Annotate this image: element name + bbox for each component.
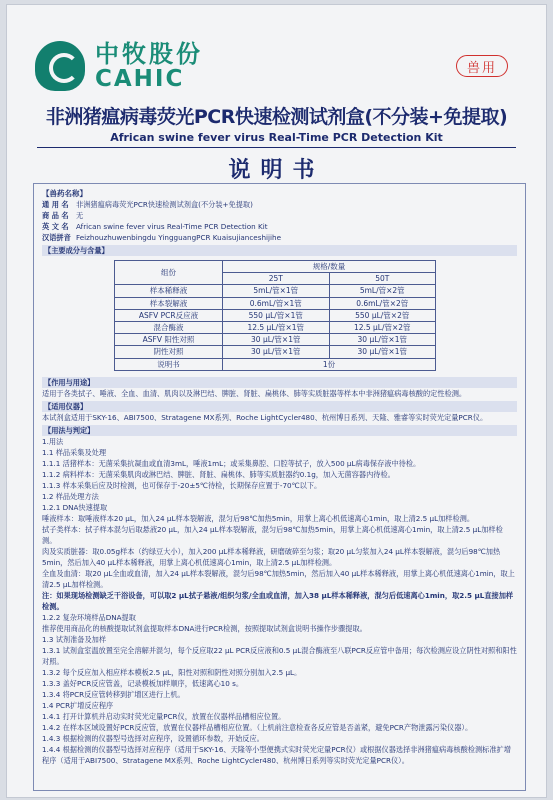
composition-table	[114, 260, 436, 371]
method-step: 1.用法	[42, 436, 64, 446]
instruments-text: 本试剂盒适用于SKY-16、ABI7500、Stratagene MX系列、Roche LightCycler480、杭州博日系列、天隆、雅睿等实时荧光定量PCR仪。	[42, 412, 488, 422]
document-subtitle: 说明书	[228, 158, 325, 183]
method-step: 1.4.4 根据检测的仪器型号选择对应程序（适用于SKY-16、天隆等小型便携式实时荧光定量PCR仪）或根据仪器选择非洲猪瘟病毒核酸检测标准扩增程序（适用于ABI7500、Stratagene MX系列、Roche LightCycler480、杭州博日系列等实时荧光定量PCR仪）。	[42, 744, 511, 765]
method-step: 推荐使用商品化的核酸提取试剂盒提取样本DNA进行PCR检测，按照提取试剂盒说明书操作步骤提取。	[42, 623, 367, 633]
method-step: 拭子类样本：拭子样本混匀后取悬液20 μL，加入24 μL样本裂解液，混匀后98℃加热5min，用掌上离心机低速离心1min，取上清2.5 μL加样检测。	[42, 524, 503, 545]
instruction-sheet	[6, 4, 547, 798]
table-header-spec: 规格/数量	[223, 261, 436, 273]
generic-name-row: 通 用 名 非洲猪瘟病毒荧光PCR快速检测试剂盒(不分装+免提取)	[42, 200, 253, 209]
logo-chinese-name: 中牧股份	[95, 39, 203, 69]
method-step: 1.3.4 将PCR反应管转移到扩增区进行上机。	[42, 689, 185, 699]
method-step: 1.4.3 根据检测的仪器型号选择对应程序，设置循环参数，开始反应。	[42, 733, 264, 743]
title-divider	[37, 147, 516, 148]
table-row: 说明书 1份	[115, 358, 436, 370]
company-logo	[35, 41, 203, 91]
trade-name-row: 商 品 名 无	[42, 211, 84, 220]
table-row: 样本裂解液 0.6mL/管×1管 0.6mL/管×2管	[115, 297, 436, 309]
method-step: 1.1 样品采集及处理	[42, 447, 107, 457]
method-step: 肉及实质脏器：取0.05g样本（约绿豆大小），加入200 μL样本稀释液，研磨破碎至匀浆；取20 μL匀浆加入24 μL样本裂解液，混匀后98℃加热5min，然后加入40 μL样本稀释液，用掌上离心机低速离心1min，取上清2.5 μL加样检测。	[42, 546, 501, 567]
section-drug-name: 【兽药名称】	[42, 189, 87, 198]
english-name-row: 英 文 名 African swine fever virus Real-Time PCR Detection Kit	[42, 222, 268, 231]
method-note: 注：如果现场检测缺乏干浴设备，可以取2 μL拭子悬液/组织匀浆/全血或血清，加入38 μL样本稀释液，混匀后低速离心1min，取2.5 μL直接加样检测。	[42, 590, 514, 611]
section-usage: 【作用与用途】	[42, 377, 517, 388]
section-instruments: 【适用仪器】	[42, 401, 517, 412]
method-step: 1.4.1 打开计算机并启动实时荧光定量PCR仪，放置在仪器样品槽相应位置。	[42, 711, 286, 721]
method-step: 1.3.3 盖好PCR反应管盖，记录模板加样顺序，低速离心10 s。	[42, 678, 244, 688]
logo-english-name: CAHIC	[95, 65, 185, 92]
table-header-component: 组份	[115, 261, 223, 285]
method-step: 1.2.2 复杂环境样品DNA提取	[42, 612, 136, 622]
content-frame	[33, 183, 526, 791]
table-header-25t: 25T	[223, 273, 330, 285]
table-row: 阴性对照 30 μL/管×1管 30 μL/管×1管	[115, 346, 436, 358]
table-row: 混合酶液 12.5 μL/管×1管 12.5 μL/管×2管	[115, 321, 436, 333]
section-method: 【用法与判定】	[42, 425, 517, 436]
method-step: 1.4.2 在样本区域设置好PCR反应管，放置在仪器样品槽相应位置。（上机前注意检查各反应管是否盖紧，避免PCR产物泄露污染仪器）。	[42, 722, 473, 732]
veterinary-use-badge: 兽用	[456, 55, 508, 77]
method-step: 1.2.1 DNA快速提取	[42, 502, 108, 512]
method-step: 1.3.1 试剂盒室温放置至完全溶解并混匀，每个反应取22 μL PCR反应液和0.5 μL混合酶液至八联PCR反应管中备用；每次检测应设立阴性对照和阳性对照。	[42, 645, 517, 666]
method-step: 1.3.2 每个反应加入相应样本模板2.5 μL，阳性对照和阴性对照分别加入2.5 μL。	[42, 667, 302, 677]
method-step: 1.4 PCR扩增反应程序	[42, 700, 114, 710]
table-row: ASFV PCR反应液 550 μL/管×1管 550 μL/管×2管	[115, 309, 436, 321]
method-step: 1.1.3 样本采集后应及时检测，也可保存于-20±5℃待检，长期保存应置于-70℃以下。	[42, 480, 322, 490]
method-step: 1.2 样品处理方法	[42, 491, 99, 501]
product-title-chinese: 非洲猪瘟病毒荧光PCR快速检测试剂盒(不分装+免提取)	[45, 106, 508, 128]
product-title-english: African swine fever virus Real-Time PCR Detection Kit	[110, 131, 443, 144]
table-header-50t: 50T	[329, 273, 436, 285]
pinyin-row: 汉语拼音 Feizhouzhuwenbingdu YingguangPCR Kuaisujianceshijihe	[42, 233, 281, 242]
table-row: ASFV 阳性对照 30 μL/管×1管 30 μL/管×1管	[115, 334, 436, 346]
method-step: 全血及血清：取20 μL全血或血清，加入24 μL样本裂解液，混匀后98℃加热5min，然后加入40 μL样本稀释液，用掌上离心机低速离心1min，取上清2.5 μL加样检测。	[42, 568, 515, 589]
method-step: 1.1.2 病料样本：无菌采集肌肉或淋巴结、脾脏、肾脏、扁桃体、肺等实质脏器约0.1g，加入无菌容器内待检。	[42, 469, 395, 479]
usage-text: 适用于各类拭子、唾液、全血、血清、肌肉以及淋巴结、脾脏、肾脏、扁桃体、肺等实质脏器等样本中非洲猪瘟病毒核酸的定性检测。	[42, 388, 467, 398]
table-row: 样本稀释液 5mL/管×1管 5mL/管×2管	[115, 285, 436, 297]
method-step: 1.1.1 活猪样本：无菌采集抗凝血或血清3mL，唾液1mL；或采集鼻腔、口腔等拭子，放入500 μL病毒保存液中待检。	[42, 458, 421, 468]
method-step: 1.3 试剂准备及加样	[42, 634, 107, 644]
section-composition: 【主要成分与含量】	[42, 245, 517, 256]
cahic-logo-icon	[35, 41, 85, 91]
method-step: 唾液样本：取唾液样本20 μL，加入24 μL样本裂解液，混匀后98℃加热5min，用掌上离心机低速离心1min，取上清2.5 μL加样检测。	[42, 513, 475, 523]
